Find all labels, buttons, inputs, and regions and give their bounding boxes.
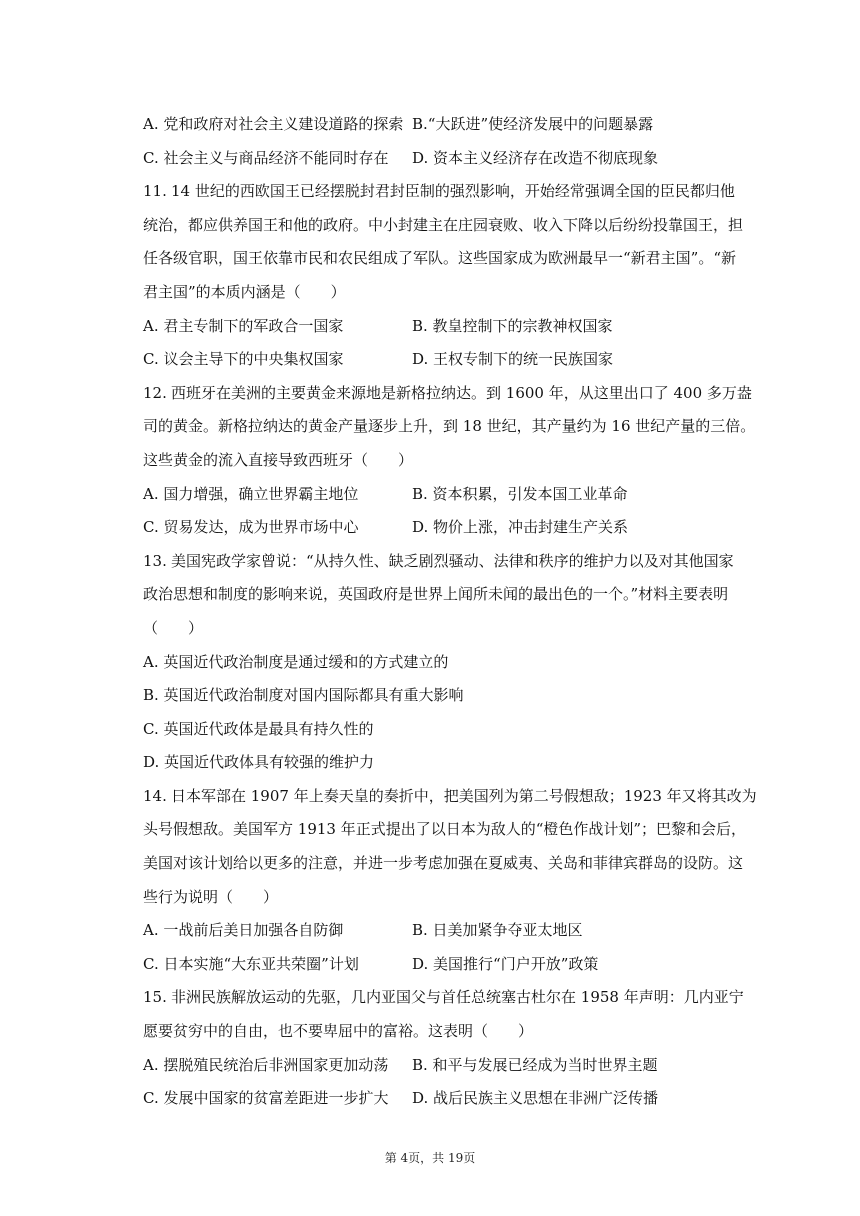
q15-number: 15. [143,988,167,1007]
q12-options-row-1 [143,478,753,512]
q11-stem-line-1 [143,175,753,209]
q11-stem-line-3: 任各级官职，国王依靠市民和农民组成了军队。这些国家成为欧洲最早一“新君主国”。“新 [143,249,737,268]
q10-option-a[interactable]: A. 党和政府对社会主义建设道路的探索 [143,115,404,133]
q15-options-row-1 [143,1049,753,1083]
q13-stem-line-3: （ ） [143,618,204,637]
q14-option-d[interactable]: D. 美国推行“门户开放”政策 [412,954,599,973]
q14-option-c[interactable]: C. 日本实施“大东亚共荣圈”计划 [143,954,359,973]
q12-option-b[interactable]: B. 资本积累，引发本国工业革命 [412,484,628,503]
q14-option-a[interactable]: A. 一战前后美日加强各自防御 [143,921,344,940]
q12-stem-line-3: 这些黄金的流入直接导致西班牙（ ） [143,450,414,469]
q11-text-1: 14 世纪的西欧国王已经摆脱封君封臣制的强烈影响，开始经常强调全国的臣民都归他 [171,182,735,201]
q12-options-row-2 [143,511,753,545]
q12-text-1: 西班牙在美洲的主要黄金来源地是新格拉纳达。到 1600 年，从这里出口了 400 多万盎 [171,383,752,402]
q15-option-c[interactable]: C. 发展中国家的贫富差距进一步扩大 [143,1089,389,1108]
q15-option-b[interactable]: B. 和平与发展已经成为当时世界主题 [412,1055,658,1074]
q11-option-c[interactable]: C. 议会主导下的中央集权国家 [143,350,344,369]
q15-text-1: 非洲民族解放运动的先驱，几内亚国父与首任总统塞古杜尔在 1958 年声明：几内亚宁 [171,988,744,1007]
q14-number: 14. [143,786,167,805]
q14-stem-line-4: 些行为说明（ ） [143,887,279,906]
q11-stem-line-2: 统治，都应供养国王和他的政府。中小封建主在庄园衰败、收入下降以后纷纷投靠国王，担 [143,215,744,234]
q15-stem-line-2: 愿要贫穷中的自由，也不要卑屈中的富裕。这表明（ ） [143,1022,534,1041]
q12-option-c[interactable]: C. 贸易发达，成为世界市场中心 [143,518,359,537]
q12-stem-line-2: 司的黄金。新格拉纳达的黄金产量逐步上升，到 18 世纪，其产量约为 16 世纪产量的三倍。 [143,417,756,436]
q13-text-1: 美国宪政学家曾说：“从持久性、缺乏剧烈骚动、法律和秩序的维护力以及对其他国家 [171,551,734,570]
q11-options-row-2 [143,343,753,377]
q10-options-row-1 [143,108,753,142]
q11-option-a[interactable]: A. 君主专制下的军政合一国家 [143,316,344,335]
q14-options-row-2 [143,948,753,982]
q15-stem-line-1 [143,981,753,1015]
q10-option-c[interactable]: C. 社会主义与商品经济不能同时存在 [143,148,389,167]
q13-option-a[interactable]: A. 英国近代政治制度是通过缓和的方式建立的 [143,652,449,671]
q12-option-d[interactable]: D. 物价上涨，冲击封建生产关系 [412,518,629,537]
q15-option-a[interactable]: A. 摆脱殖民统治后非洲国家更加动荡 [143,1055,389,1074]
q10-options-row-2 [143,142,753,176]
q12-stem-line-1 [143,377,753,411]
page-content [143,108,757,1116]
q13-option-c[interactable]: C. 英国近代政体是最具有持久性的 [143,719,374,738]
q15-options-row-2 [143,1082,753,1116]
q11-option-b[interactable]: B. 教皇控制下的宗教神权国家 [412,316,613,335]
q10-option-b[interactable]: B.“大跃进”使经济发展中的问题暴露 [412,115,654,133]
q13-number: 13. [143,551,167,570]
q11-number: 11. [143,182,167,201]
q14-stem-line-3: 美国对该计划给以更多的注意，并进一步考虑加强在夏威夷、关岛和菲律宾群岛的设防。这 [143,854,744,873]
q14-text-1: 日本军部在 1907 年上奏天皇的奏折中，把美国列为第二号假想敌；1923 年又将其改为 [171,786,757,805]
q13-stem-line-2: 政治思想和制度的影响来说，英国政府是世界上闻所未闻的最出色的一个。”材料主要表明 [143,585,729,604]
page-footer: 第 4页，共 19页 [384,1151,476,1165]
q14-stem-line-1 [143,780,757,814]
q11-stem-line-4: 君主国”的本质内涵是（ ） [143,282,346,301]
q15-option-d[interactable]: D. 战后民族主义思想在非洲广泛传播 [412,1089,659,1108]
q10-option-d[interactable]: D. 资本主义经济存在改造不彻底现象 [412,148,659,167]
q14-stem-line-2: 头号假想敌。美国军方 1913 年正式提出了以日本为敌人的“橙色作战计划”；巴黎和会后， [143,820,747,839]
q11-options-row-1 [143,310,753,344]
q12-number: 12. [143,383,167,402]
q13-option-b[interactable]: B. 英国近代政治制度对国内国际都具有重大影响 [143,686,464,705]
q13-option-d[interactable]: D. 英国近代政体具有较强的维护力 [143,753,375,772]
q14-options-row-1 [143,914,753,948]
q11-option-d[interactable]: D. 王权专制下的统一民族国家 [412,350,614,369]
q14-option-b[interactable]: B. 日美加紧争夺亚太地区 [412,921,583,940]
q13-stem-line-1 [143,545,753,579]
q12-option-a[interactable]: A. 国力增强，确立世界霸主地位 [143,484,359,503]
